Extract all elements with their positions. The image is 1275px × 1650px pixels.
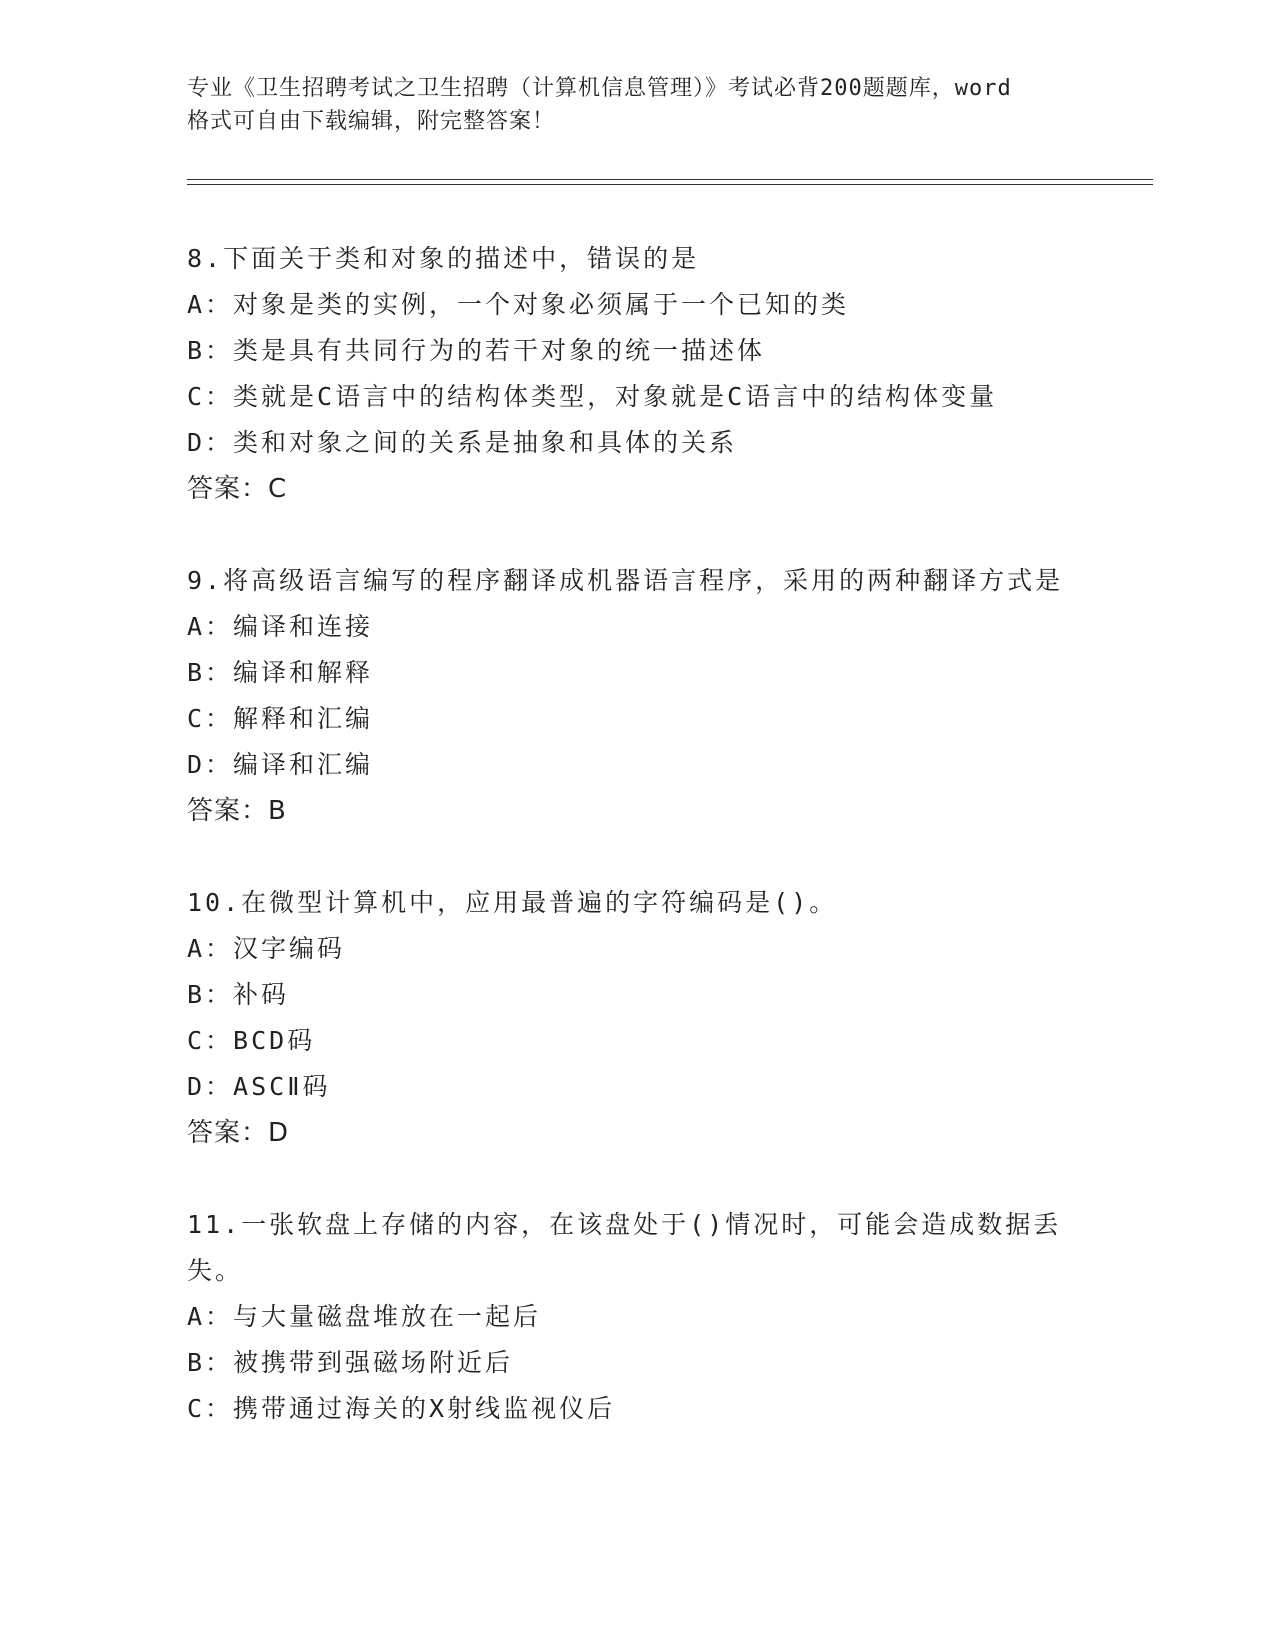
question-stem: 11.一张软盘上存储的内容，在该盘处于()情况时，可能会造成数据丢失。	[187, 1210, 1062, 1285]
answer-label: 答案：C	[187, 474, 288, 504]
question-stem: 8.下面关于类和对象的描述中，错误的是	[187, 244, 700, 273]
option-b: B：补码	[187, 980, 290, 1009]
question-block-10	[187, 880, 1087, 1156]
question-list	[187, 236, 1087, 1432]
option-c: C：携带通过海关的X射线监视仪后	[187, 1394, 616, 1423]
header-divider-top	[187, 179, 1153, 180]
option-c: C：类就是C语言中的结构体类型，对象就是C语言中的结构体变量	[187, 382, 998, 411]
question-block-11	[187, 1202, 1087, 1432]
answer-label: 答案：D	[187, 1118, 290, 1148]
option-a: A：汉字编码	[187, 934, 346, 963]
option-b: B：编译和解释	[187, 658, 374, 687]
document-header	[187, 72, 1087, 138]
answer-label: 答案：B	[187, 796, 287, 826]
question-block-8	[187, 236, 1087, 512]
option-a: A：对象是类的实例，一个对象必须属于一个已知的类	[187, 290, 850, 319]
option-a: A：与大量磁盘堆放在一起后	[187, 1302, 542, 1331]
option-d: D：类和对象之间的关系是抽象和具体的关系	[187, 428, 738, 457]
question-stem: 9.将高级语言编写的程序翻译成机器语言程序，采用的两种翻译方式是	[187, 566, 1064, 595]
option-c: C：BCD码	[187, 1026, 316, 1055]
header-divider-bottom	[187, 184, 1153, 185]
option-d: D：编译和汇编	[187, 750, 374, 779]
question-stem: 10.在微型计算机中，应用最普遍的字符编码是()。	[187, 888, 838, 917]
option-b: B：被携带到强磁场附近后	[187, 1348, 514, 1377]
option-b: B：类是具有共同行为的若干对象的统一描述体	[187, 336, 766, 365]
option-c: C：解释和汇编	[187, 704, 374, 733]
question-block-9	[187, 558, 1087, 834]
header-line-2: 格式可自由下载编辑，附完整答案！	[187, 109, 556, 134]
option-a: A：编译和连接	[187, 612, 374, 641]
header-line-1: 专业《卫生招聘考试之卫生招聘（计算机信息管理）》考试必背200题题库，word	[187, 76, 1012, 101]
option-d: D：ASCⅡ码	[187, 1072, 331, 1101]
